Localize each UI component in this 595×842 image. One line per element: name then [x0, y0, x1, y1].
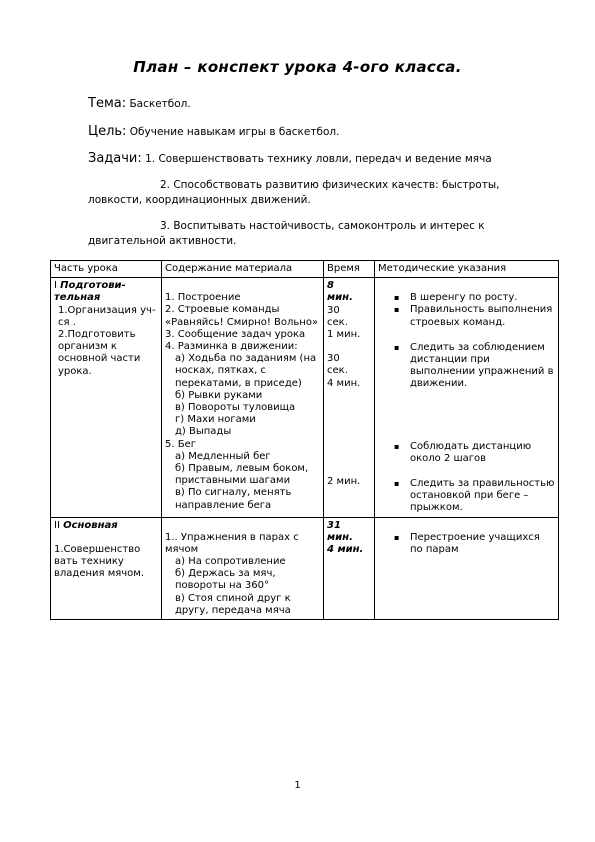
content-cell [162, 278, 324, 517]
goal-line [88, 124, 339, 139]
task-3 [88, 219, 558, 249]
time-value: 4 мин. [327, 377, 361, 389]
content-item: б) Держась за мяч, повороты на 360° [175, 568, 276, 592]
tasks-line [88, 151, 492, 166]
topic-label: Тема: [88, 96, 127, 111]
lesson-plan-table [50, 260, 559, 620]
header-part: Часть урока [51, 261, 162, 278]
time-cell [324, 278, 375, 517]
content-item: 4. Разминка в движении: [165, 341, 298, 353]
part-item: 2.Подготовить организм к основной части урока. [58, 329, 141, 377]
note-item: ▪ В шеренгу по росту. [410, 292, 555, 304]
goal-label: Цель: [88, 124, 127, 139]
page-title: План – конспект урока 4-ого класса. [133, 58, 462, 76]
time-value: 4 мин. [327, 544, 364, 556]
header-content: Содержание материала [162, 261, 324, 278]
content-cell [162, 517, 324, 619]
table-header-row [51, 261, 559, 278]
part-number: I [54, 280, 61, 292]
topic-line [88, 96, 191, 111]
header-notes: Методические указания [375, 261, 559, 278]
note-item: ▪ Правильность выполнения строевых команд. [410, 304, 555, 328]
task-1: 1. Совершенствовать технику ловли, передач и ведение мяча [145, 153, 492, 165]
part-name: Основная [63, 519, 118, 531]
task-3-line-2: двигательной активности. [88, 235, 237, 247]
note-item: ▪ Следить за правильностью остановкой при беге – прыжком. [410, 478, 555, 515]
content-item: в) По сигналу, менять направление бега [175, 487, 292, 511]
topic-value: Баскетбол. [129, 98, 191, 110]
page-number: 1 [294, 780, 301, 791]
notes-cell [375, 278, 559, 517]
time-total: 8 мин. [327, 280, 353, 304]
part-item: 1.Организация уч-ся . [58, 304, 156, 328]
time-value: 30 сек. [327, 304, 348, 328]
time-value: 1 мин. [327, 329, 361, 341]
part-item: 1.Совершенство вать технику владения мячом. [54, 543, 145, 580]
content-item: 2. Строевые команды «Равняйсь! Смирно! Вольно» [165, 304, 319, 328]
content-item: б) Правым, левым боком, приставными шагами [175, 463, 309, 487]
content-item: а) Медленный бег [175, 450, 271, 462]
table-row [51, 517, 559, 619]
goal-value: Обучение навыкам игры в баскетбол. [129, 126, 340, 138]
content-item: а) На сопротивление [175, 556, 286, 568]
part-cell [51, 278, 162, 517]
part-number: II [54, 519, 64, 531]
note-item: ▪ Следить за соблюдением дистанции при выполнении упражнений в движении. [410, 342, 555, 391]
content-item: 1. Построение [165, 292, 241, 304]
header-time: Время [324, 261, 375, 278]
time-value: 2 мин. [327, 475, 361, 487]
time-total: 31 мин. [327, 519, 353, 543]
task-2-line-2: ловкости, координационных движений. [88, 194, 311, 206]
note-item: ▪ Соблюдать дистанцию около 2 шагов [410, 441, 555, 465]
task-2-line-1: 2. Способствовать развитию физических качеств: быстроты, [160, 179, 500, 191]
notes-cell [375, 517, 559, 619]
table-row [51, 278, 559, 517]
content-item: д) Выпады [175, 426, 232, 438]
time-cell [324, 517, 375, 619]
content-item: в) Повороты туловища [175, 402, 296, 414]
content-item: 5. Бег [165, 438, 196, 450]
part-cell [51, 517, 162, 619]
tasks-label: Задачи: [88, 151, 142, 166]
part-name: Подготови-тельная [54, 280, 126, 304]
task-3-line-1: 3. Воспитывать настойчивость, самоконтроль и интерес к [160, 220, 485, 232]
content-item: 1.. Упражнения в парах с мячом [165, 531, 299, 555]
content-item: в) Стоя спиной друг к другу, передача мяча [175, 592, 291, 616]
content-item: б) Рывки руками [175, 389, 263, 401]
content-item: а) Ходьба по заданиям (на носках, пятках, с перекатами, в приседе) [175, 353, 317, 389]
task-2 [88, 178, 558, 208]
note-item: ▪ Перестроение учащихся по парам [410, 532, 555, 556]
content-item: 3. Сообщение задач урока [165, 328, 306, 340]
content-item: г) Махи ногами [175, 414, 256, 426]
time-value: 30 сек. [327, 353, 348, 377]
